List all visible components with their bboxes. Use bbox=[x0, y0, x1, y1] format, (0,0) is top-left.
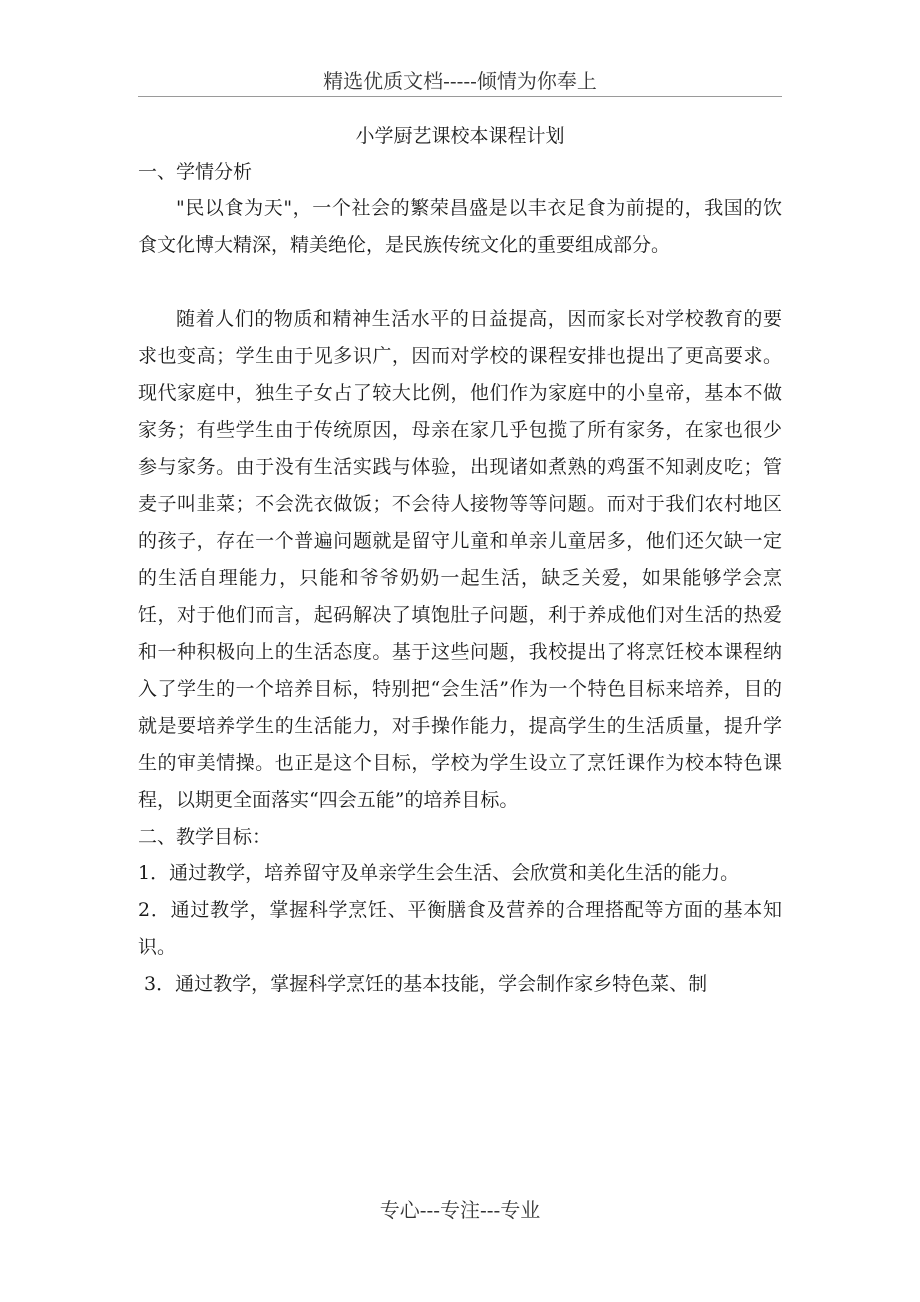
section-heading-goals: 二、教学目标： bbox=[138, 826, 272, 848]
list-item: 3．通过教学，掌握科学烹饪的基本技能，学会制作家乡特色菜、制 bbox=[138, 973, 708, 995]
list-item: 1．通过教学，培养留守及单亲学生会生活、会欣赏和美化生活的能力。 bbox=[138, 862, 740, 884]
section-heading-analysis: 一、学情分析 bbox=[138, 161, 253, 183]
paragraph: "民以食为天"，一个社会的繁荣昌盛是以丰衣足食为前提的，我国的饮食文化博大精深，精美绝伦，是民族传统文化的重要组成部分。 bbox=[138, 197, 782, 256]
list-item: 2．通过教学，掌握科学烹饪、平衡膳食及营养的合理搭配等方面的基本知识。 bbox=[138, 899, 782, 958]
header-divider bbox=[138, 96, 782, 97]
document-body bbox=[138, 118, 782, 1003]
paragraph-spacer bbox=[138, 264, 782, 301]
paragraph: 随着人们的物质和精神生活水平的日益提高，因而家长对学校教育的要求也变高；学生由于见多识广，因而对学校的课程安排也提出了更高要求。现代家庭中，独生子女占了较大比例，他们作为家庭中的小皇帝，基本不做家务；有些学生由于传统原因，母亲在家几乎包揽了所有家务，在家也很少参与家务。由于没有生活实践与体验，出现诸如煮熟的鸡蛋不知剥皮吃；管麦子叫韭菜；不会洗衣做饭；不会待人接物等等问题。而对于我们农村地区的孩子，存在一个普遍问题就是留守儿童和单亲儿童居多，他们还欠缺一定的生活自理能力，只能和爷爷奶奶一起生活，缺乏关爱，如果能够学会烹饪，对于他们而言，起码解决了填饱肚子问题，利于养成他们对生活的热爱和一种积极向上的生活态度。基于这些问题，我校提出了将烹饪校本课程纳入了学生的一个培养目标，特别把“会生活”作为一个特色目标来培养，目的就是要培养学生的生活能力，对手操作能力，提高学生的生活质量，提升学生的审美情操。也正是这个目标，学校为学生设立了烹饪课作为校本特色课程，以期更全面落实“四会五能”的培养目标。 bbox=[138, 308, 782, 811]
document-title: 小学厨艺课校本课程计划 bbox=[355, 125, 565, 147]
page-footer: 专心---专注---专业 bbox=[379, 1198, 541, 1222]
page-header: 精选优质文档-----倾情为你奉上 bbox=[323, 69, 597, 93]
